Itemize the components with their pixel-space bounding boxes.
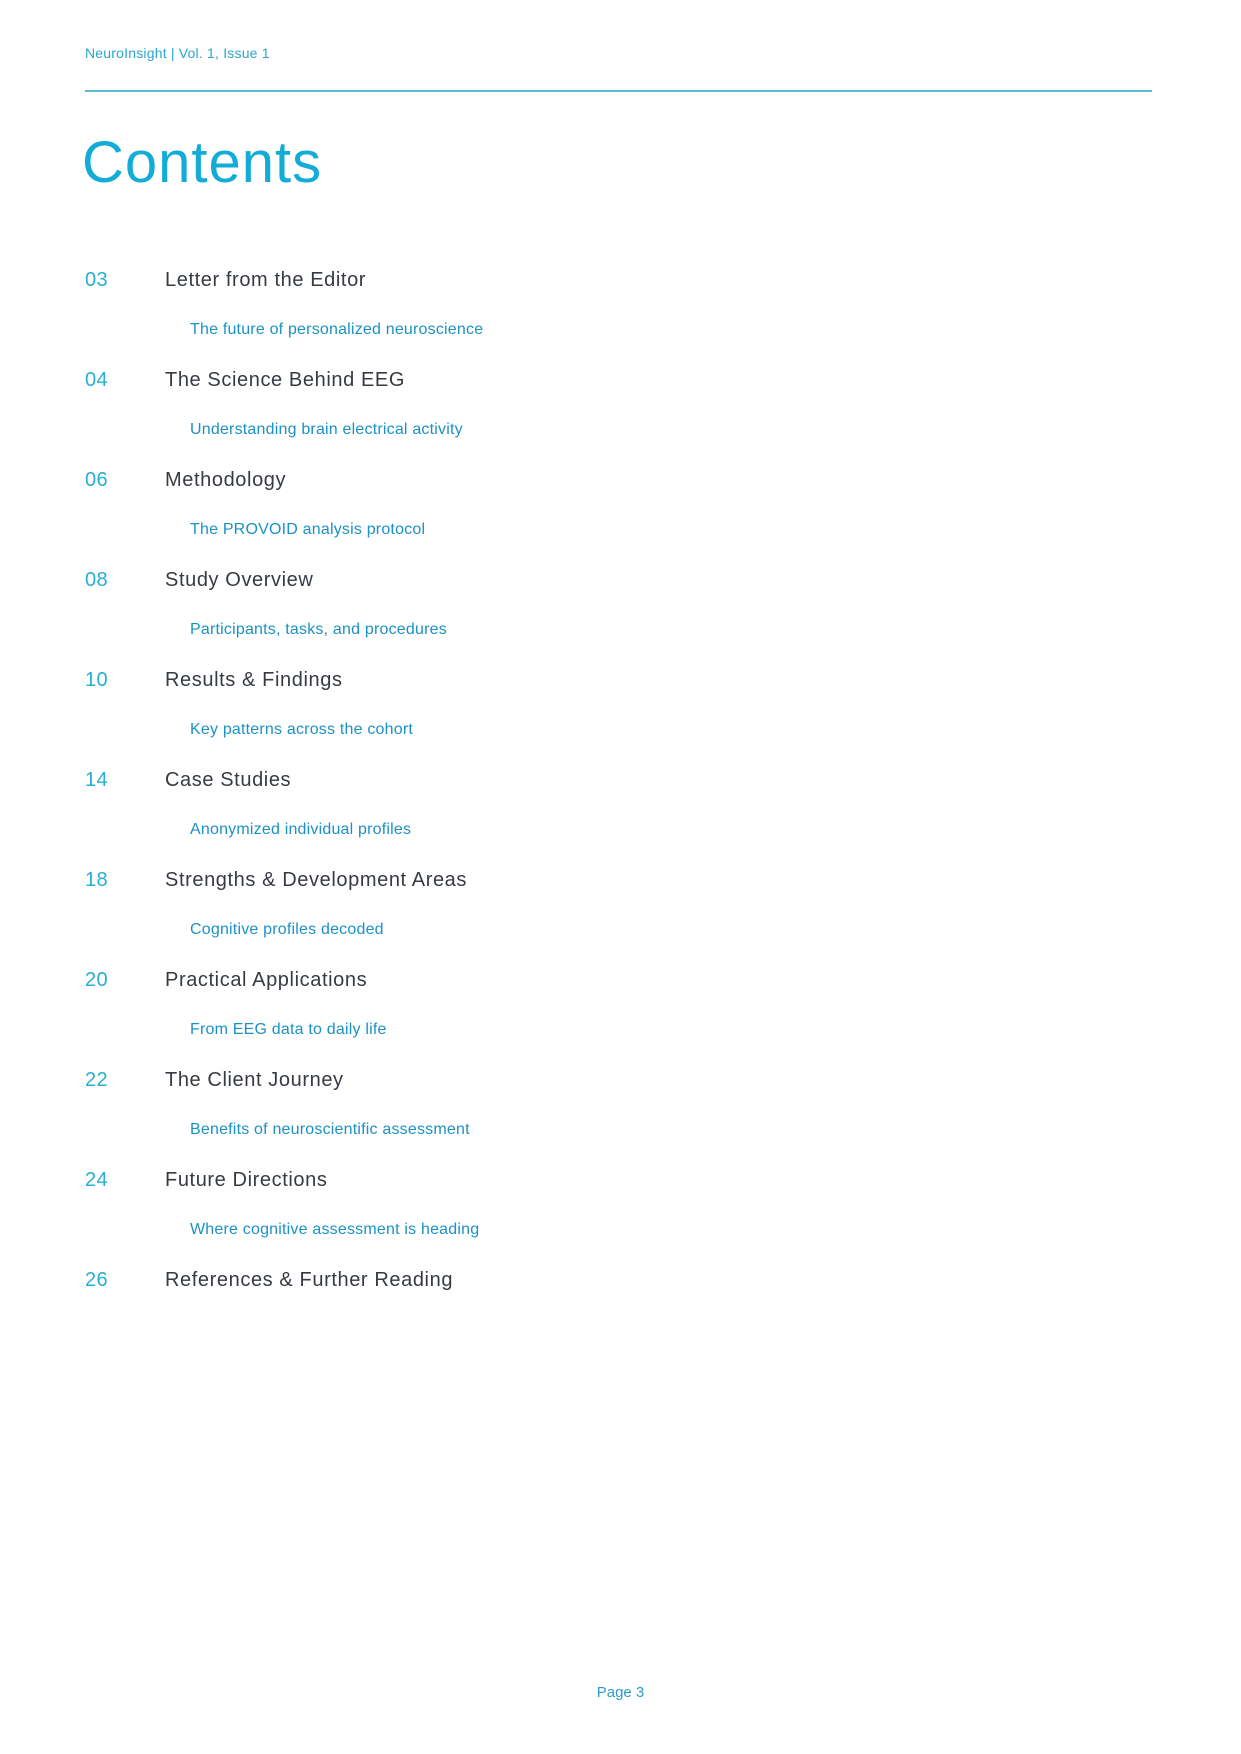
toc-entry-subtitle: Cognitive profiles decoded: [190, 921, 384, 938]
toc-entry-row[interactable]: [85, 867, 1155, 893]
toc-entry-subtitle: From EEG data to daily life: [190, 1021, 387, 1038]
toc-entry-title[interactable]: Practical Applications: [165, 969, 368, 991]
toc-entry-title[interactable]: Results & Findings: [165, 669, 343, 691]
toc-entry-title[interactable]: Methodology: [165, 469, 287, 491]
toc-entry-title[interactable]: Letter from the Editor: [165, 269, 367, 291]
toc-entry-subtitle: Anonymized individual profiles: [190, 821, 412, 838]
toc-entry-row[interactable]: [85, 567, 1155, 593]
toc-entry[interactable]: [85, 1067, 1155, 1141]
toc-entry-subtitle: The future of personalized neuroscience: [190, 321, 484, 338]
toc-entry-title[interactable]: Study Overview: [165, 569, 314, 591]
toc-entry-row[interactable]: [85, 1067, 1155, 1093]
toc-entry-page-number[interactable]: 26: [85, 1269, 109, 1291]
toc-entry-page-number[interactable]: 18: [85, 869, 109, 891]
toc-entry[interactable]: [85, 867, 1155, 941]
toc-entry[interactable]: [85, 967, 1155, 1041]
toc-entry-row[interactable]: [85, 467, 1155, 493]
toc-entry-row[interactable]: [85, 1267, 1155, 1293]
journal-header: NeuroInsight | Vol. 1, Issue 1: [85, 45, 270, 61]
toc-entry-row[interactable]: [85, 667, 1155, 693]
toc-entry-page-number[interactable]: 20: [85, 969, 109, 991]
toc-list: [85, 267, 1155, 1319]
toc-entry-subtitle: The PROVOID analysis protocol: [190, 521, 426, 538]
toc-entry-subtitle: Where cognitive assessment is heading: [190, 1221, 480, 1238]
toc-entry-subtitle: Participants, tasks, and procedures: [190, 621, 447, 638]
toc-entry-page-number[interactable]: 24: [85, 1169, 109, 1191]
toc-entry-title[interactable]: Future Directions: [165, 1169, 328, 1191]
toc-entry[interactable]: [85, 467, 1155, 541]
toc-entry-row[interactable]: [85, 1167, 1155, 1193]
toc-entry-page-number[interactable]: 04: [85, 369, 109, 391]
toc-entry-page-number[interactable]: 22: [85, 1069, 109, 1091]
toc-entry-page-number[interactable]: 08: [85, 569, 109, 591]
toc-entry-page-number[interactable]: 10: [85, 669, 109, 691]
toc-entry-page-number[interactable]: 03: [85, 269, 109, 291]
toc-entry[interactable]: [85, 367, 1155, 441]
toc-entry-title[interactable]: References & Further Reading: [165, 1269, 454, 1291]
toc-entry[interactable]: [85, 767, 1155, 841]
page-title: Contents: [82, 130, 323, 195]
toc-entry-subtitle: Key patterns across the cohort: [190, 721, 413, 738]
toc-entry-subtitle: Benefits of neuroscientific assessment: [190, 1121, 470, 1138]
toc-entry[interactable]: [85, 1167, 1155, 1241]
toc-entry-row[interactable]: [85, 267, 1155, 293]
toc-entry[interactable]: [85, 567, 1155, 641]
header-divider: [85, 90, 1152, 92]
toc-entry-row[interactable]: [85, 767, 1155, 793]
toc-entry-title[interactable]: The Science Behind EEG: [165, 369, 405, 391]
toc-entry-title[interactable]: Strengths & Development Areas: [165, 869, 467, 891]
toc-entry[interactable]: [85, 667, 1155, 741]
toc-entry-row[interactable]: [85, 967, 1155, 993]
toc-entry-title[interactable]: Case Studies: [165, 769, 292, 791]
toc-entry-row[interactable]: [85, 367, 1155, 393]
toc-entry[interactable]: [85, 267, 1155, 341]
page-number-label: Page 3: [596, 1684, 645, 1701]
page-footer: [0, 1684, 1241, 1701]
toc-entry-title[interactable]: The Client Journey: [165, 1069, 344, 1091]
toc-entry-page-number[interactable]: 14: [85, 769, 109, 791]
toc-entry-page-number[interactable]: 06: [85, 469, 109, 491]
toc-entry[interactable]: [85, 1267, 1155, 1293]
toc-entry-subtitle: Understanding brain electrical activity: [190, 421, 463, 438]
